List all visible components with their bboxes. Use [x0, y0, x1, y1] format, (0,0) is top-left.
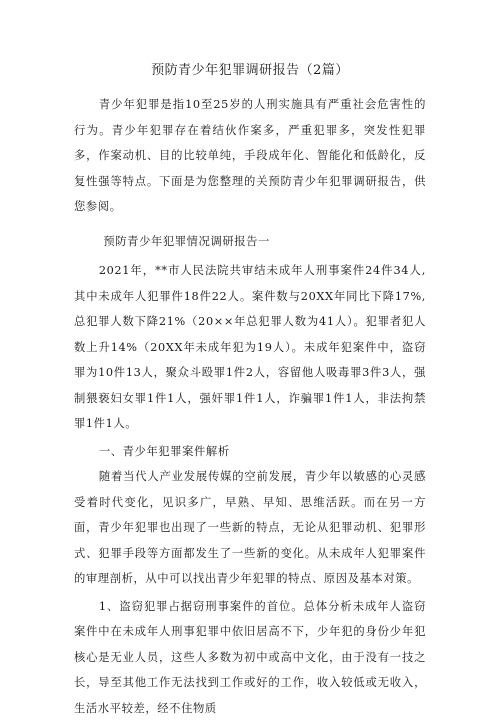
statistics-paragraph: 2021年，**市人民法院共审结未成年人刑事案件24件34人,其中未成年人犯罪件18件22人。案件数与20XX年同比下降17%,总犯罪人数下降21%（20××年总犯罪人数为41人）。犯罪者犯人数上升14%（20XX年未成年犯为19人）。未成年犯案件中，盗窃罪为10件13人，聚众斗殴罪1件2人，容留他人吸毒罪3件3人，强制猥亵妇女罪1件1人，强奸罪1件1人，诈骗罪1件1人，非法拘禁罪1件1人。: [74, 258, 426, 437]
report-subtitle: 预防青少年犯罪情况调研报告一: [74, 229, 426, 255]
section-heading-analysis: 一、青少年犯罪案件解析: [74, 439, 426, 465]
intro-paragraph: 青少年犯罪是指10至25岁的人刑实施具有严重社会危害性的行为。青少年犯罪存在着结伙作案多，严重犯罪多，突发性犯罪多，作案动机、目的比较单纯，手段成年化、智能化和低龄化，反复性强等特点。下面是为您整理的关预防青少年犯罪调研报告，供您参阅。: [74, 92, 426, 220]
document-title: 预防青少年犯罪调研报告（2篇）: [74, 62, 426, 80]
analysis-paragraph: 随着当代人产业发展传媒的空前发展，青少年以敏感的心灵感受着时代变化，见识多广，早熟、早知、思维活跃。而在另一方面，青少年犯罪也出现了一些新的特点，无论从犯罪动机、犯罪形式、犯罪手段等方面都发生了一些新的变化。从未成年人犯罪案件的审理剖析，从中可以找出青少年犯罪的特点、原因及基本对策。: [74, 464, 426, 592]
spacer: [74, 220, 426, 226]
theft-point-paragraph: 1、盗窃犯罪占据窃刑事案件的首位。总体分析未成年人盗窃案件中在未成年人刑事犯罪中依旧居高不下，少年犯的身份少年犯核心是无业人员，这些人多数为初中或高中文化，由于没有一技之长，导至其他工作无法找到工作或好的工作，收入较低或无收入，生活水平较差，经不住物质: [74, 594, 426, 721]
